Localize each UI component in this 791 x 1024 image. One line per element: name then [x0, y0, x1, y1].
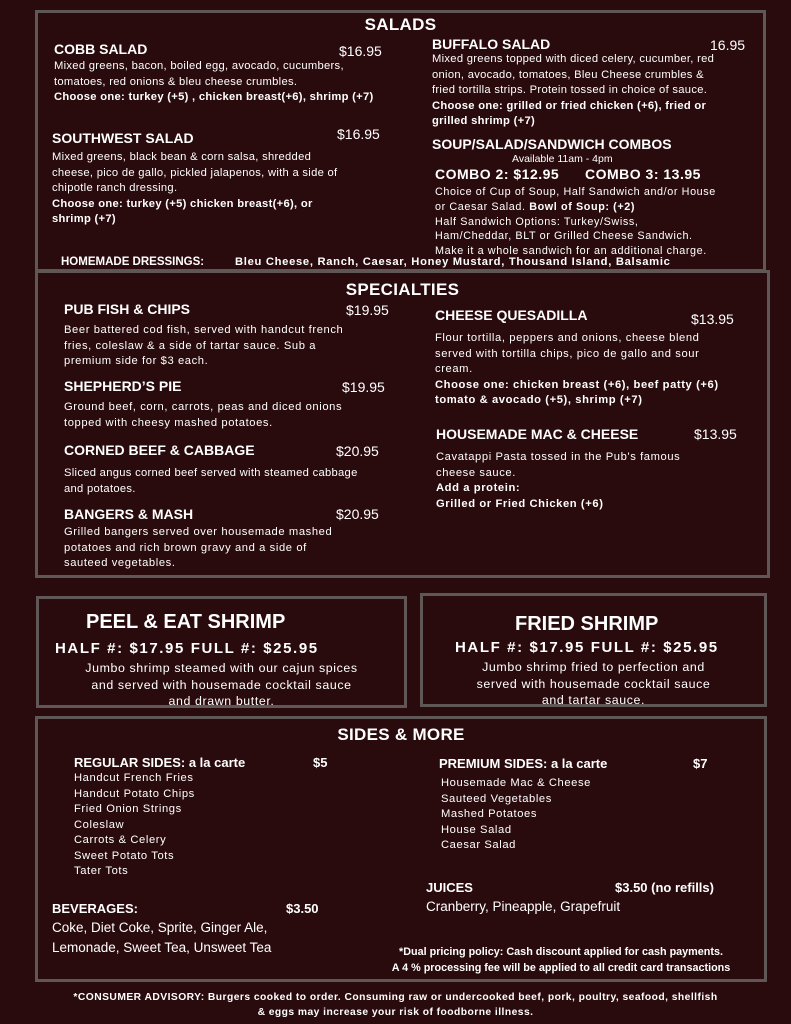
southwest-salad-price: $16.95	[337, 126, 380, 142]
regular-sides-label: REGULAR SIDES: a la carte	[74, 755, 246, 770]
sides-title: SIDES & MORE	[337, 725, 465, 744]
mac-cheese-description: Cavatappi Pasta tossed in the Pub's famous cheese sauce. Add a protein: Grilled or Fried Chicken (+6)	[436, 451, 681, 510]
peel-eat-shrimp-description: Jumbo shrimp steamed with our cajun spices and served with housemade cocktail sauce and drawn butter.	[85, 661, 358, 708]
specialties-title: SPECIALTIES	[345, 280, 460, 299]
list-item: Mashed Potatoes	[441, 808, 538, 820]
cobb-salad-name: COBB SALAD	[54, 41, 148, 57]
combo-2-price: COMBO 2: $12.95	[435, 166, 560, 182]
consumer-advisory: *CONSUMER ADVISORY: Burgers cooked to order. Consuming raw or undercooked beef, pork, poultry, seafood, shellfish & eggs may increase your risk of foodborne illness.	[73, 992, 718, 1018]
bangers-mash-name: BANGERS & MASH	[64, 506, 194, 522]
combos-availability: Available 11am - 4pm	[512, 153, 613, 165]
fried-shrimp-name: FRIED SHRIMP	[515, 613, 659, 635]
corned-beef-price: $20.95	[336, 443, 379, 459]
mac-cheese-name: HOUSEMADE MAC & CHEESE	[436, 426, 639, 442]
southwest-salad-name: SOUTHWEST SALAD	[52, 130, 194, 146]
bangers-mash-description: Grilled bangers served over housemade mashed potatoes and rich brown gravy and a side of sauteed vegetables.	[64, 526, 333, 569]
list-item: Handcut Potato Chips	[74, 787, 195, 800]
dressings-label: HOMEMADE DRESSINGS:	[61, 256, 205, 268]
shepherds-pie-description: Ground beef, corn, carrots, peas and diced onions topped with cheesy mashed potatoes.	[64, 401, 343, 429]
list-item: Carrots & Celery	[74, 834, 167, 846]
beverages-label: BEVERAGES:	[52, 901, 138, 916]
list-item: Housemade Mac & Cheese	[441, 777, 592, 789]
combos-description: Choice of Cup of Soup, Half Sandwich and/or House or Caesar Salad. Bowl of Soup: (+2) Half Sandwich Options: Turkey/Swiss, Ham/Cheddar, BLT or Grilled Cheese Sandwich. Make it a whole sandwich for an additional charge.	[435, 186, 716, 258]
mac-cheese-price: $13.95	[694, 426, 737, 442]
corned-beef-name: CORNED BEEF & CABBAGE	[64, 442, 255, 458]
premium-sides-list	[441, 776, 591, 854]
list-item: Sauteed Vegetables	[441, 792, 552, 805]
fried-shrimp-section	[420, 593, 767, 707]
premium-sides-price: $7	[693, 756, 708, 771]
combos-heading: SOUP/SALAD/SANDWICH COMBOS	[432, 136, 672, 152]
fried-shrimp-description: Jumbo shrimp fried to perfection and served with housemade cocktail sauce and tartar sauce.	[476, 660, 711, 707]
regular-sides-price: $5	[313, 755, 328, 770]
quesadilla-description: Flour tortilla, peppers and onions, cheese blend served with tortilla chips, pico de gallo and sour cream. Choose one: chicken breast (+6), beef patty (+6) tomato & avocado (+5), shrimp (+7)	[435, 332, 719, 406]
shepherds-pie-name: SHEPHERD’S PIE	[64, 378, 182, 394]
buffalo-salad-price: 16.95	[710, 37, 746, 53]
pricing-policy-note: *Dual pricing policy: Cash discount applied for cash payments. A 4 % processing fee will be applied to all credit card transactions	[391, 946, 731, 974]
cobb-salad-description: Mixed greens, bacon, boiled egg, avocado, cucumbers, tomatoes, red onions & bleu cheese crumbles. Choose one: turkey (+5) , chicken breast(+6), shrimp (+7)	[54, 60, 374, 103]
quesadilla-name: CHEESE QUESADILLA	[435, 307, 588, 323]
buffalo-salad-description: Mixed greens topped with diced celery, cucumber, red onion, avocado, tomatoes, Bleu Cheese crumbles & fried tortilla strips. Protein tossed in choice of sauce. Choose one: grilled or fried chicken (+6), fried or grilled shrimp (+7)	[432, 53, 715, 127]
list-item: Caesar Salad	[441, 839, 516, 851]
beverages-list: Coke, Diet Coke, Sprite, Ginger Ale, Lemonade, Sweet Tea, Unsweet Tea	[52, 920, 272, 955]
list-item: Fried Onion Strings	[74, 803, 182, 815]
fish-chips-description: Beer battered cod fish, served with handcut french fries, coleslaw & a side of tartar sauce. Sub a premium side for $3 each.	[64, 324, 344, 367]
combo-3-price: COMBO 3: 13.95	[585, 166, 701, 182]
peel-eat-shrimp-name: PEEL & EAT SHRIMP	[86, 611, 286, 633]
fish-chips-name: PUB FISH & CHIPS	[64, 301, 191, 317]
list-item: Tater Tots	[74, 865, 129, 877]
peel-eat-shrimp-prices: HALF #: $17.95 FULL #: $25.95	[55, 640, 319, 657]
peel-eat-shrimp-section	[36, 596, 407, 708]
list-item: Handcut French Fries	[74, 772, 194, 784]
juices-list: Cranberry, Pineapple, Grapefruit	[426, 899, 621, 914]
bangers-mash-price: $20.95	[336, 506, 379, 522]
quesadilla-price: $13.95	[691, 311, 734, 327]
specialties-section	[35, 270, 770, 578]
fish-chips-price: $19.95	[346, 302, 389, 318]
southwest-salad-description: Mixed greens, black bean & corn salsa, shredded cheese, pico de gallo, pickled jalapenos, with a side of chipotle ranch dressing. Choose one: turkey (+5) chicken breast(+6), or shrimp (+7)	[52, 151, 338, 225]
sides-section	[35, 716, 767, 982]
juices-label: JUICES	[426, 880, 473, 895]
list-item: Coleslaw	[74, 818, 125, 831]
corned-beef-description: Sliced angus corned beef served with steamed cabbage and potatoes.	[64, 467, 358, 495]
beverages-price: $3.50	[286, 901, 319, 916]
fried-shrimp-prices: HALF #: $17.95 FULL #: $25.95	[455, 639, 719, 656]
juices-price: $3.50 (no refills)	[615, 880, 714, 895]
salads-title: SALADS	[364, 15, 437, 34]
regular-sides-list	[74, 771, 195, 880]
dressings-list: Bleu Cheese, Ranch, Caesar, Honey Mustard, Thousand Island, Balsamic	[235, 256, 671, 268]
premium-sides-label: PREMIUM SIDES: a la carte	[439, 756, 608, 771]
salads-section	[35, 10, 766, 272]
buffalo-salad-name: BUFFALO SALAD	[432, 36, 551, 52]
list-item: House Salad	[441, 823, 512, 836]
cobb-salad-price: $16.95	[339, 43, 382, 59]
list-item: Sweet Potato Tots	[74, 849, 175, 862]
shepherds-pie-price: $19.95	[342, 379, 385, 395]
